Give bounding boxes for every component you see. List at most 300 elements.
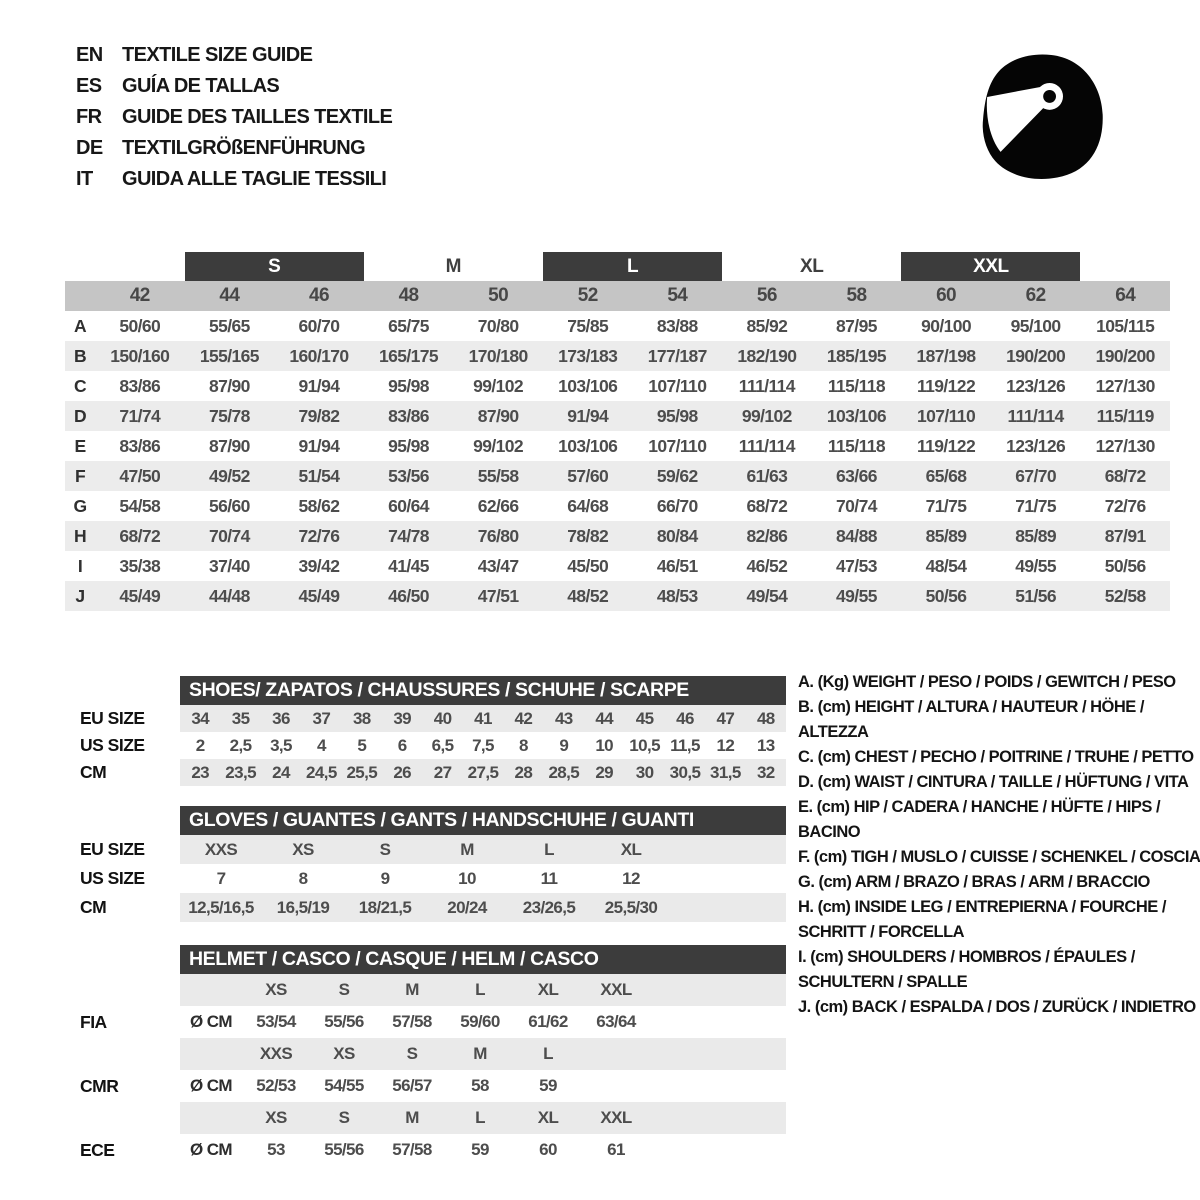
helmet-size: XL [537,1108,559,1127]
size-value: 49/54 [746,585,788,606]
size-value: 155/165 [199,345,259,366]
row-values [180,732,786,759]
size-value: 55/58 [477,465,519,486]
size-value: 35/38 [119,555,161,576]
numeric-size: 52 [577,285,598,306]
size-value: 16,5/19 [276,897,330,917]
corner-cell [65,281,95,311]
legend-item: J. (cm) BACK / ESPALDA / DOS / ZURÜCK / INDIETRO [798,998,1196,1016]
language-code: IT [76,168,93,190]
size-value: 85/89 [1015,525,1057,546]
size-value: 45/50 [567,555,609,576]
row-values [180,705,786,732]
numeric-size-header-row [65,281,1170,311]
size-value: 12 [622,868,640,888]
helmet-size: M [405,1108,419,1127]
size-value: 49/55 [1015,555,1057,576]
size-value: 87/91 [1104,525,1146,546]
helmet-sizes-row [80,974,786,1006]
size-row [80,864,786,893]
size-band-l: L [543,252,722,281]
helmet-value: 59 [471,1140,489,1159]
size-value: 51/54 [298,465,340,486]
size-value: 5 [357,735,367,755]
size-value: 35 [231,708,250,728]
shoes-table-title: SHOES/ ZAPATOS / CHAUSSURES / SCHUHE / SCARPE [180,676,786,705]
racing-helmet-icon [972,26,1112,210]
size-value: 57/60 [567,465,609,486]
size-value: 12 [716,735,735,755]
helmet-size: XS [265,980,287,999]
size-value: 31,5 [710,762,741,782]
size-value: 45/49 [119,585,161,606]
gloves-table-body [80,835,786,922]
size-value: 8 [298,868,308,888]
language-code: EN [76,44,103,66]
size-value: 37 [312,708,331,728]
size-value: 111/114 [1007,405,1064,426]
size-value: 18/21,5 [358,897,412,917]
size-value: XS [292,839,314,859]
measurement-row [65,551,1170,581]
helmet-size: S [338,1108,350,1127]
helmet-size: S [406,1044,418,1063]
helmet-value: 53 [267,1140,285,1159]
size-value: 50/60 [119,315,161,336]
row-values [180,1070,786,1102]
measurement-row [65,341,1170,371]
helmet-table-body [80,974,786,1166]
numeric-size: 48 [398,285,419,306]
size-value: 84/88 [836,525,877,546]
size-value: 9 [380,868,390,888]
size-value: 82/86 [746,525,788,546]
size-value: 95/100 [1010,315,1061,336]
size-value: 45/49 [298,585,340,606]
size-value: 90/100 [921,315,971,336]
size-value: M [460,839,474,859]
size-value: 105/115 [1096,315,1155,336]
row-values [180,1102,786,1134]
helmet-values-row [80,1006,786,1038]
helmet-value: 52/53 [256,1076,296,1095]
row-label: CM [80,762,107,782]
size-value: 75/85 [567,315,609,336]
apparel-table-body [65,311,1170,611]
size-value: 48/53 [656,585,698,606]
size-value: 91/94 [567,405,609,426]
size-value: 30 [635,762,654,782]
size-value: 27,5 [467,762,499,782]
size-value: 56/60 [208,495,250,516]
size-value: 61/63 [746,465,788,486]
row-letter: D [73,405,87,426]
row-letter: H [73,525,87,546]
row-label: EU SIZE [80,839,145,859]
size-value: 70/80 [477,315,519,336]
size-value: 99/102 [741,405,792,426]
size-value: 182/190 [737,345,797,366]
size-value: 115/118 [827,375,886,396]
size-value: 119/122 [916,435,976,456]
helmet-value: 56/57 [392,1076,432,1095]
size-value: 111/114 [738,435,795,456]
size-value: 7 [216,868,226,888]
diameter-label: Ø CM [190,1076,232,1095]
size-value: 48/52 [567,585,609,606]
language-title: GUÍA DE TALLAS [122,75,280,97]
helmet-sizes-row [80,1038,786,1070]
size-value: 95/98 [388,435,429,456]
size-value: 29 [595,762,614,782]
size-value: 37/40 [208,555,250,576]
size-value: 173/183 [558,345,618,366]
helmet-table-title: HELMET / CASCO / CASQUE / HELM / CASCO [180,945,786,974]
measurement-row [65,401,1170,431]
size-value: 39 [393,708,412,728]
size-value: 190/200 [1095,345,1155,366]
helmet-value: 53/54 [256,1012,296,1031]
row-label: US SIZE [80,868,145,888]
size-value: 49/55 [836,585,877,606]
size-value: 12,5/16,5 [188,897,254,917]
size-value: 65/75 [388,315,429,336]
size-value: 85/89 [925,525,967,546]
size-value: 47/53 [836,555,877,576]
legend-item: D. (cm) WAIST / CINTURA / TAILLE / HÜFTUNG / VITA [798,773,1189,791]
size-value: 75/78 [208,405,250,426]
legend-item: C. (cm) CHEST / PECHO / POITRINE / TRUHE / PETTO [798,748,1194,766]
size-value: 79/82 [298,405,340,426]
helmet-size: L [475,980,485,999]
row-values [180,759,786,786]
size-value: 11,5 [670,735,700,755]
size-row [80,893,786,922]
row-letter: G [73,495,87,516]
size-value: 25,5/30 [604,897,658,917]
size-value: 190/200 [1006,345,1066,366]
measurement-row [65,461,1170,491]
helmet-size: XXL [600,1108,632,1127]
size-band-s: S [185,252,364,281]
size-value: 46/52 [746,555,788,576]
size-value: 85/92 [746,315,788,336]
size-value: 8 [518,735,528,755]
shoes-size-table [80,676,786,786]
size-band-xxl: XXL [901,252,1080,281]
language-row [76,164,392,195]
helmet-value [582,1070,650,1102]
size-value: 47/50 [119,465,161,486]
size-value: 87/90 [208,435,250,456]
size-value: 11 [540,868,558,888]
helmet-size: L [543,1044,553,1063]
row-letter: E [74,435,86,456]
size-value: 25,5 [346,762,378,782]
row-letter: C [73,375,87,396]
size-value: 103/106 [558,375,618,396]
size-value: 53/56 [388,465,429,486]
size-value: 64/68 [567,495,609,516]
helmet-size: S [338,980,350,999]
legend-item: H. (cm) INSIDE LEG / ENTREPIERNA / FOURCHE / SCHRITT / FORCELLA [798,898,1166,941]
language-row [76,102,392,133]
language-code: ES [76,75,102,97]
size-value: 23/26,5 [522,897,576,917]
size-value: 6,5 [431,735,454,755]
size-value: 91/94 [298,375,340,396]
language-code: FR [76,106,102,128]
size-value: 78/82 [567,525,609,546]
size-value: 87/90 [208,375,250,396]
size-value: 170/180 [468,345,528,366]
certification-label: ECE [80,1139,115,1160]
row-values [180,893,786,922]
size-value: 62/66 [477,495,519,516]
size-row [80,705,786,732]
helmet-value: 61/62 [528,1012,568,1031]
size-value: 107/110 [648,435,707,456]
size-value: 50/56 [1104,555,1146,576]
helmet-values-row [80,1134,786,1166]
size-value: 52/58 [1104,585,1146,606]
size-value: XL [620,839,642,859]
row-label-spacer [80,1102,180,1134]
size-value: 95/98 [656,405,698,426]
size-value: 91/94 [298,435,340,456]
measurement-row [65,581,1170,611]
size-value: 60/64 [388,495,429,516]
certification-label: CMR [80,1075,119,1096]
helmet-sizes-row [80,1102,786,1134]
size-value: 187/198 [916,345,976,366]
size-value: 27 [433,762,452,782]
size-value: 71/74 [119,405,161,426]
row-label: US SIZE [80,735,145,755]
size-value: 36 [272,708,290,728]
row-letter: I [77,555,83,576]
size-value: 42 [514,708,533,728]
size-value: 58/62 [298,495,340,516]
size-value: 65/68 [925,465,967,486]
size-value: 87/95 [836,315,877,336]
row-letter: J [75,585,85,606]
helmet-size: M [405,980,419,999]
size-value: 115/119 [1096,405,1154,426]
size-row [80,732,786,759]
size-value: 46 [676,708,694,728]
language-row [76,71,392,102]
size-value: 59/62 [656,465,698,486]
numeric-size: 50 [488,285,509,306]
numeric-size: 58 [846,285,867,306]
size-value: 49/52 [208,465,250,486]
size-value: 70/74 [208,525,250,546]
size-value: 39/42 [298,555,340,576]
size-value: 41/45 [388,555,429,576]
size-value: 111/114 [738,375,795,396]
size-value: 7,5 [472,735,494,755]
size-value: 2 [195,735,205,755]
helmet-size: XXS [259,1044,293,1063]
size-value: 45 [635,708,654,728]
legend-item: F. (cm) TIGH / MUSLO / CUISSE / SCHENKEL / COSCIA [798,848,1200,866]
size-value: 127/130 [1095,435,1155,456]
size-value: 68/72 [119,525,161,546]
size-value: S [379,839,391,859]
size-value: 20/24 [447,897,487,917]
size-value: 68/72 [1104,465,1146,486]
helmet-size [582,1038,650,1070]
size-value: 30,5 [669,762,701,782]
measurement-row [65,431,1170,461]
size-value: 2,5 [229,735,252,755]
helmet-size: XXL [600,980,632,999]
size-value: 6 [397,735,407,755]
size-value: 10 [595,735,614,755]
size-value: 44 [595,708,614,728]
size-band-m: M [445,255,461,277]
size-value: 10 [458,868,476,888]
size-value: 66/70 [656,495,698,516]
size-value: 28 [514,762,533,782]
size-band-row [65,252,1170,281]
row-label-spacer [80,974,180,1006]
size-row [80,759,786,786]
size-value: 103/106 [558,435,618,456]
size-value: 26 [393,762,412,782]
numeric-size: 54 [667,285,688,306]
size-value: 165/175 [379,345,439,366]
size-value: 83/88 [656,315,698,336]
gloves-size-table [80,806,786,922]
row-label-spacer [80,1038,180,1070]
row-values [180,835,786,864]
diameter-label: Ø CM [190,1140,232,1159]
size-value: 51/56 [1015,585,1057,606]
row-values [180,1006,786,1038]
size-value: 4 [316,735,326,755]
size-value: 28,5 [548,762,580,782]
language-title: TEXTILGRÖßENFÜHRUNG [122,137,366,159]
size-value: 115/118 [827,435,886,456]
size-value: 107/110 [916,405,976,426]
shoes-table-body [80,705,786,786]
size-value: 38 [352,708,371,728]
size-value: 80/84 [656,525,698,546]
helmet-value: 58 [471,1076,489,1095]
measurement-row [65,371,1170,401]
size-value: 99/102 [473,375,524,396]
measurement-row [65,491,1170,521]
language-title: GUIDE DES TAILLES TEXTILE [122,106,393,128]
helmet-value: 61 [607,1140,625,1159]
size-value: 71/75 [1015,495,1057,516]
size-value: 9 [559,735,569,755]
size-value: 150/160 [110,345,170,366]
helmet-size: M [473,1044,487,1063]
helmet-value: 60 [539,1140,557,1159]
diameter-spacer [180,1102,242,1134]
language-title-block [76,40,392,195]
size-row [80,835,786,864]
diameter-spacer [180,974,242,1006]
row-values [180,974,786,1006]
helmet-value: 55/56 [324,1012,364,1031]
size-value: 34 [191,708,210,728]
size-value: 76/80 [477,525,519,546]
size-value: 123/126 [1006,375,1066,396]
size-value: 123/126 [1006,435,1066,456]
size-value: 107/110 [648,375,707,396]
size-value: 67/70 [1015,465,1057,486]
size-value: 185/195 [826,345,886,366]
language-row [76,133,392,164]
row-values [180,1038,786,1070]
size-value: 99/102 [473,435,524,456]
size-value: 103/106 [826,405,886,426]
legend-item: B. (cm) HEIGHT / ALTURA / HAUTEUR / HÖHE / ALTEZZA [798,698,1144,741]
size-band-xl: XL [800,255,824,277]
row-label: EU SIZE [80,708,145,728]
measurement-legend [798,670,1200,1020]
helmet-size: XL [537,980,559,999]
size-value: 74/78 [388,525,429,546]
size-value: 32 [756,762,775,782]
size-value: 47/51 [477,585,519,606]
helmet-value: 57/58 [392,1012,432,1031]
size-value: 70/74 [836,495,877,516]
size-value: 24,5 [306,762,337,782]
numeric-size: 62 [1025,285,1046,306]
row-values [180,864,786,893]
size-value: 54/58 [119,495,161,516]
helmet-value: 54/55 [324,1076,364,1095]
legend-item: E. (cm) HIP / CADERA / HANCHE / HÜFTE / HIPS / BACINO [798,798,1161,841]
helmet-value: 59/60 [460,1012,500,1031]
helmet-value: 63/64 [596,1012,636,1031]
size-value: 23,5 [225,762,256,782]
helmet-value: 57/58 [392,1140,432,1159]
numeric-size: 42 [129,285,150,306]
size-value: XXS [204,839,238,859]
measurement-row [65,521,1170,551]
helmet-size: L [475,1108,485,1127]
size-value: 55/65 [208,315,250,336]
size-value: 50/56 [925,585,967,606]
size-value: 71/75 [925,495,967,516]
size-value: 48/54 [925,555,967,576]
size-value: 83/86 [119,375,161,396]
helmet-size: XS [333,1044,355,1063]
size-value: 160/170 [289,345,349,366]
gloves-table-title: GLOVES / GUANTES / GANTS / HANDSCHUHE / GUANTI [180,806,786,835]
size-value: 68/72 [746,495,788,516]
helmet-value: 59 [539,1076,557,1095]
size-value: 3,5 [270,735,292,755]
size-value: 46/51 [656,555,698,576]
size-value: 46/50 [388,585,429,606]
size-value: 40 [433,708,452,728]
size-value: 177/187 [647,345,707,366]
legend-item: G. (cm) ARM / BRAZO / BRAS / ARM / BRACCIO [798,873,1150,891]
size-value: 48 [756,708,775,728]
size-value: 47 [716,708,735,728]
size-value: 23 [191,762,210,782]
row-letter: A [73,315,87,336]
language-row [76,40,392,71]
size-value: 95/98 [388,375,429,396]
